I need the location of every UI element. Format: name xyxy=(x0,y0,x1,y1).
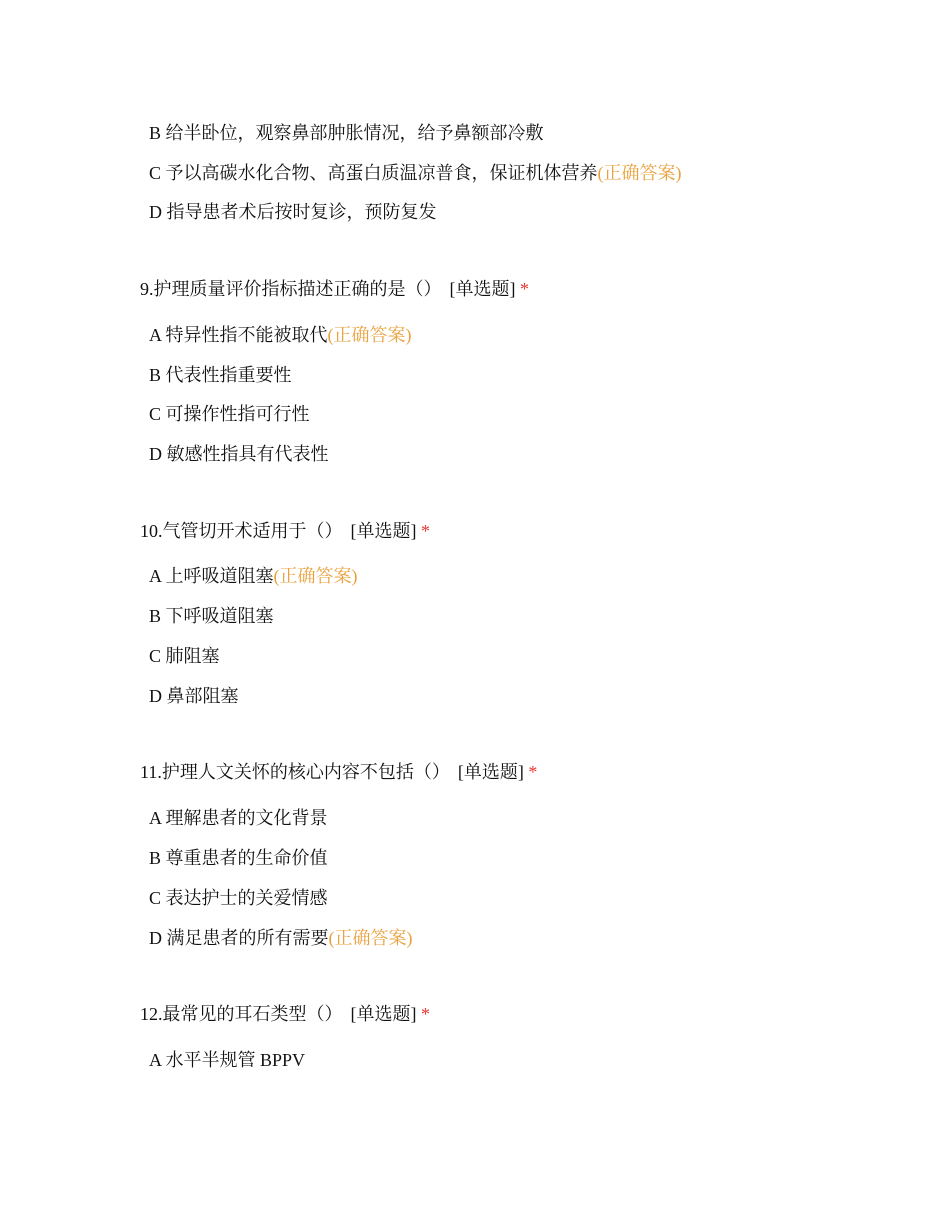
option-letter: D xyxy=(149,444,162,464)
option-text: 给半卧位，观察鼻部肿胀情况，给予鼻额部冷敷 xyxy=(165,123,544,143)
option-letter: B xyxy=(149,123,162,143)
option-item xyxy=(149,161,682,185)
correct-answer-tag: (正确答案) xyxy=(273,566,358,586)
option-text: 鼻部阻塞 xyxy=(166,686,239,706)
option-item xyxy=(149,363,292,387)
correct-answer-tag: (正确答案) xyxy=(597,163,682,183)
option-letter: A xyxy=(149,325,162,345)
option-item xyxy=(149,200,437,224)
option-item xyxy=(149,442,329,466)
option-text: 予以高碳水化合物、高蛋白质温凉普食，保证机体营养 xyxy=(165,163,598,183)
required-mark: * xyxy=(520,279,529,299)
option-text: 下呼吸道阻塞 xyxy=(165,606,274,626)
question-type: [单选题] xyxy=(457,762,524,782)
option-item xyxy=(149,121,544,145)
question-text: 10.气管切开术适用于（） xyxy=(140,521,343,541)
option-letter: D xyxy=(149,686,162,706)
option-letter: B xyxy=(149,848,162,868)
question-type: [单选题] xyxy=(449,279,516,299)
question-type: [单选题] xyxy=(350,1004,417,1024)
option-text: 敏感性指具有代表性 xyxy=(166,444,329,464)
required-mark: * xyxy=(528,762,538,782)
option-text: 水平半规管 BPPV xyxy=(165,1050,306,1070)
option-letter: A xyxy=(149,566,162,586)
option-item xyxy=(149,564,358,588)
option-item xyxy=(149,604,274,628)
option-item xyxy=(149,402,310,426)
question-title xyxy=(140,519,430,543)
option-text: 表达护士的关爱情感 xyxy=(165,888,328,908)
option-item xyxy=(149,684,239,708)
correct-answer-tag: (正确答案) xyxy=(328,928,413,948)
option-item xyxy=(149,1048,305,1072)
option-letter: A xyxy=(149,808,162,828)
option-letter: C xyxy=(149,404,162,424)
option-text: 代表性指重要性 xyxy=(165,365,292,385)
required-mark: * xyxy=(421,1004,430,1024)
option-letter: A xyxy=(149,1050,162,1070)
question-title xyxy=(140,760,537,784)
option-text: 特异性指不能被取代 xyxy=(165,325,328,345)
option-text: 可操作性指可行性 xyxy=(165,404,310,424)
question-text: 12.最常见的耳石类型（） xyxy=(140,1004,343,1024)
option-text: 理解患者的文化背景 xyxy=(165,808,328,828)
option-letter: B xyxy=(149,365,162,385)
question-text: 11.护理人文关怀的核心内容不包括（） xyxy=(140,762,450,782)
option-letter: D xyxy=(149,928,162,948)
option-letter: C xyxy=(149,888,162,908)
option-text: 肺阻塞 xyxy=(165,646,220,666)
option-text: 上呼吸道阻塞 xyxy=(165,566,274,586)
question-title xyxy=(140,1002,430,1026)
option-item xyxy=(149,846,328,870)
option-item xyxy=(149,644,220,668)
option-item xyxy=(149,323,412,347)
option-text: 尊重患者的生命价值 xyxy=(165,848,328,868)
question-type: [单选题] xyxy=(350,521,417,541)
option-item xyxy=(149,926,413,950)
option-letter: B xyxy=(149,606,162,626)
required-mark: * xyxy=(421,521,430,541)
correct-answer-tag: (正确答案) xyxy=(327,325,412,345)
question-text: 9.护理质量评价指标描述正确的是（） xyxy=(140,279,442,299)
option-text: 指导患者术后按时复诊，预防复发 xyxy=(166,202,437,222)
option-text: 满足患者的所有需要 xyxy=(166,928,329,948)
question-title xyxy=(140,277,529,301)
option-letter: C xyxy=(149,163,162,183)
option-letter: C xyxy=(149,646,162,666)
option-item xyxy=(149,806,328,830)
option-item xyxy=(149,886,328,910)
option-letter: D xyxy=(149,202,162,222)
